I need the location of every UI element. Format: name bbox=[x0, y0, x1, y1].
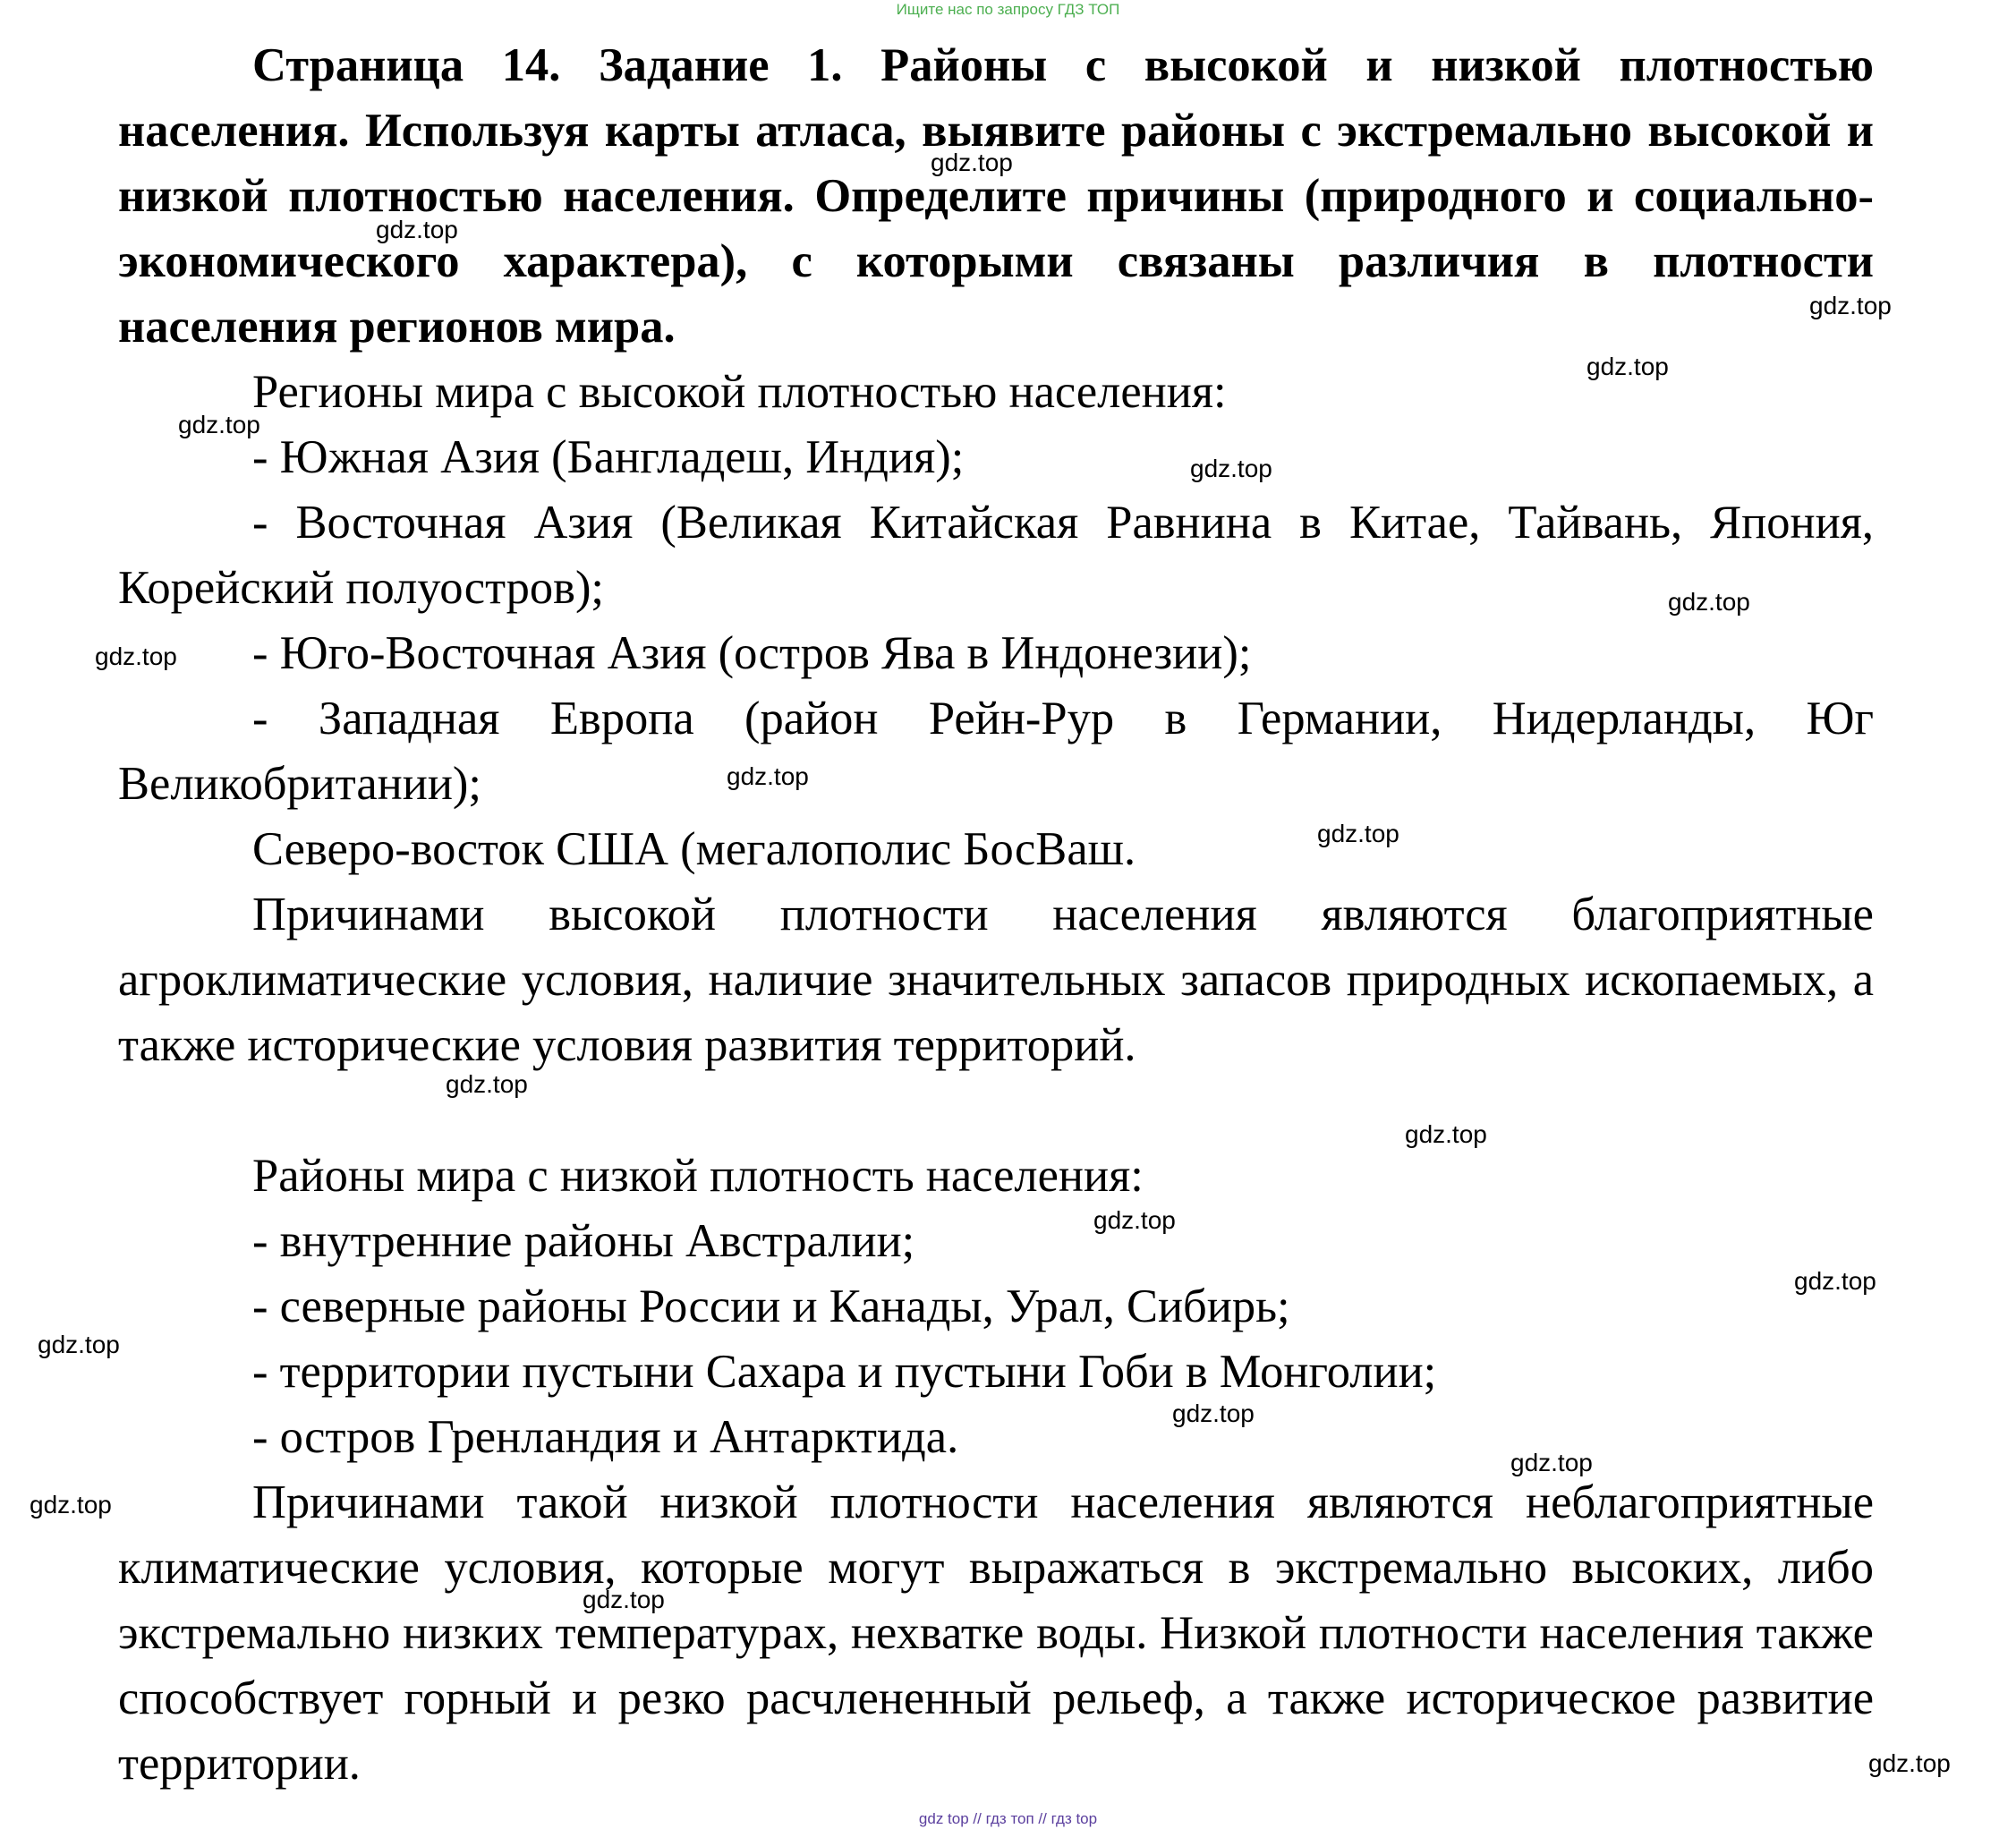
watermark: gdz.top bbox=[727, 762, 809, 790]
watermark: gdz.top bbox=[446, 1070, 528, 1098]
watermark: gdz.top bbox=[1794, 1267, 1876, 1295]
watermark: gdz.top bbox=[30, 1491, 112, 1518]
list-item-russia-canada: - северные районы России и Канады, Урал, Сибирь; bbox=[252, 1280, 1290, 1332]
watermark: gdz.top bbox=[1172, 1399, 1255, 1427]
watermark: gdz.top bbox=[1190, 455, 1272, 482]
watermark: gdz.top bbox=[1510, 1449, 1593, 1476]
watermark: gdz.top bbox=[1668, 588, 1750, 616]
watermark: gdz.top bbox=[583, 1586, 665, 1613]
list-item-western-europe: - Западная Европа (район Рейн-Рур в Германии, Нидерланды, Юг Великобритании); bbox=[118, 693, 1874, 810]
list-item-south-asia: - Южная Азия (Бангладеш, Индия); bbox=[252, 431, 965, 483]
watermark: gdz.top bbox=[1093, 1206, 1176, 1234]
watermark: gdz.top bbox=[376, 216, 458, 243]
watermark: gdz.top bbox=[38, 1331, 120, 1358]
watermark: gdz.top bbox=[1405, 1120, 1487, 1148]
top-banner: Ищите нас по запросу ГДЗ ТОП bbox=[896, 1, 1120, 18]
bottom-banner: gdz top // гдз топ // гдз top bbox=[918, 1810, 1098, 1827]
paragraph-high-density-title: Регионы мира с высокой плотностью населения: bbox=[252, 366, 1227, 418]
paragraph-high-density-reasons: Причинами высокой плотности населения являются благоприятные агроклиматические условия, наличие значительных запасов природных ископаемых, а также исторические условия развития территорий. bbox=[118, 889, 1874, 1071]
paragraph-low-density-reasons: Причинами такой низкой плотности населения являются неблагоприятные климатические условия, которые могут выражаться в экстремально высоких, либо экстремально низких температурах, нехватке воды. Низкой плотности населения также способствует горный и резко расчлененный рельеф, а также историческое развитие территории. bbox=[118, 1476, 1874, 1790]
watermark: gdz.top bbox=[1868, 1749, 1951, 1777]
spacer bbox=[118, 1078, 1874, 1144]
list-item-sahara-gobi: - территории пустыни Сахара и пустыни Гоби в Монголии; bbox=[252, 1346, 1437, 1398]
task-heading: Страница 14. Задание 1. Районы с высокой и низкой плотностью населения. Используя карты атласа, выявите районы с экстремально высокой и низкой плотностью населения. Определите причины (природного и социально-экономического характера), с которыми связаны различия в плотности населения регионов мира. bbox=[118, 39, 1874, 353]
paragraph-low-density-title: Районы мира с низкой плотность населения: bbox=[252, 1150, 1144, 1202]
list-item-northeast-usa: Северо-восток США (мегалополис БосВаш. bbox=[252, 823, 1136, 875]
watermark: gdz.top bbox=[1809, 292, 1892, 319]
watermark: gdz.top bbox=[178, 411, 260, 438]
list-item-australia: - внутренние районы Австралии; bbox=[252, 1215, 915, 1267]
watermark: gdz.top bbox=[95, 642, 177, 670]
document-body bbox=[118, 33, 1874, 1797]
watermark: gdz.top bbox=[1586, 353, 1669, 380]
watermark: gdz.top bbox=[931, 149, 1013, 176]
list-item-greenland-antarctica: - остров Гренландия и Антарктида. bbox=[252, 1411, 959, 1463]
watermark: gdz.top bbox=[1317, 820, 1399, 847]
list-item-southeast-asia: - Юго-Восточная Азия (остров Ява в Индонезии); bbox=[252, 627, 1252, 679]
list-item-east-asia: - Восточная Азия (Великая Китайская Равнина в Китае, Тайвань, Япония, Корейский полуостров); bbox=[118, 497, 1874, 614]
